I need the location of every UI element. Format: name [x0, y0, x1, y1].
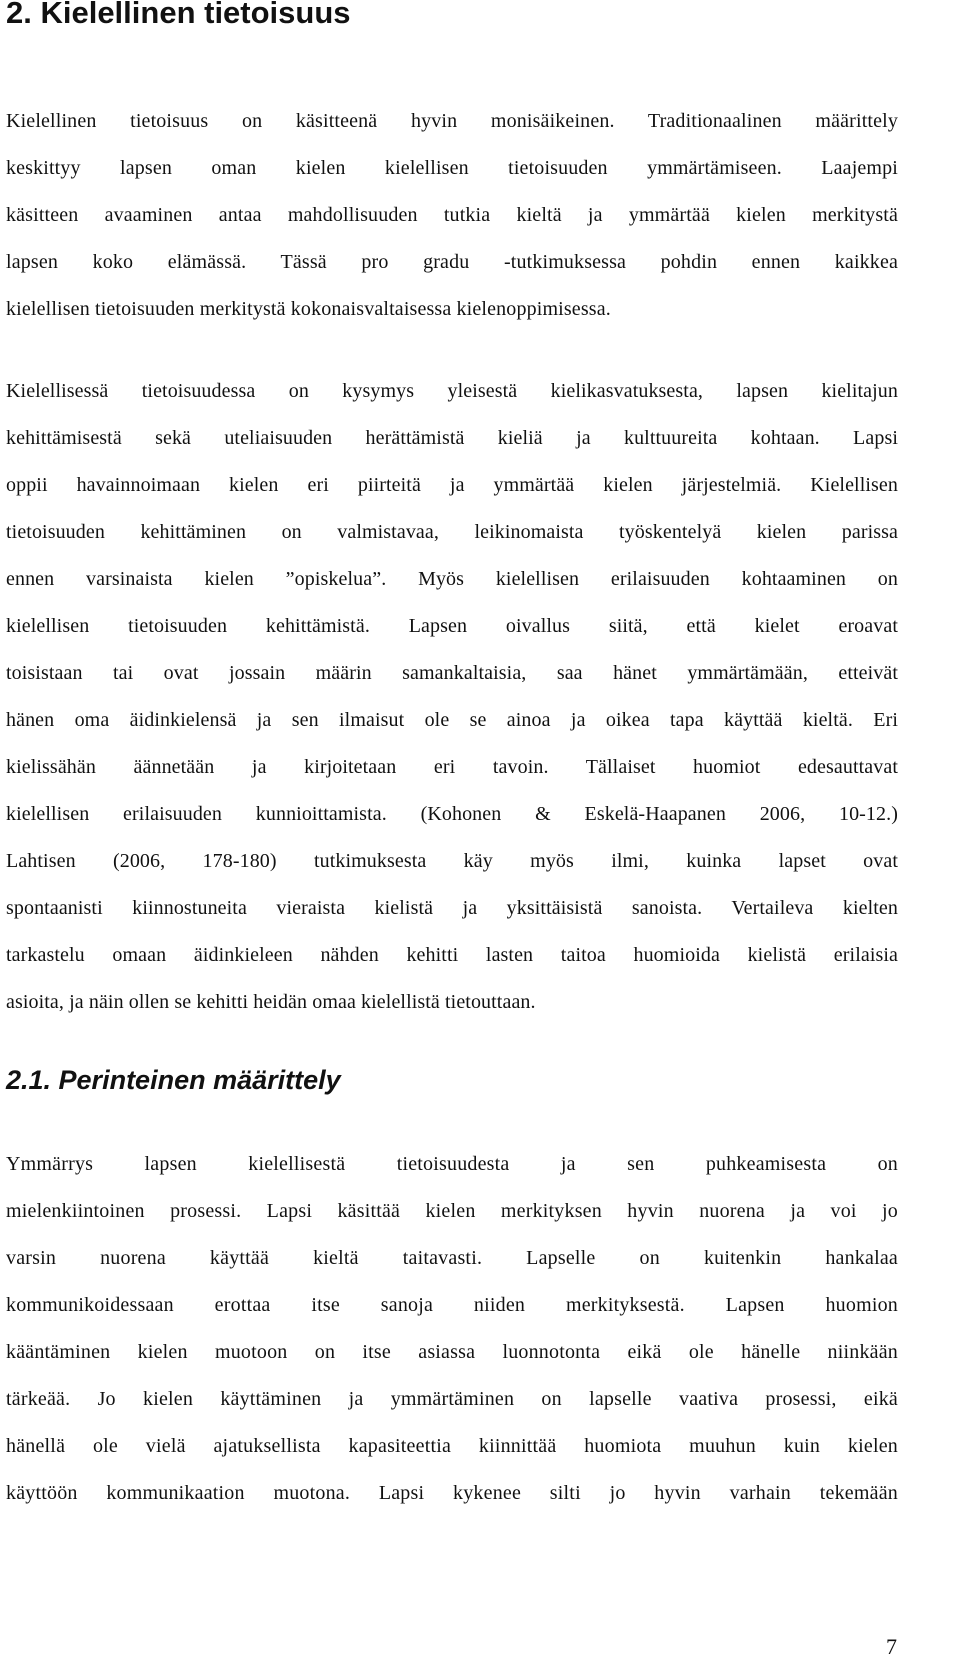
text-line: kielellisen erilaisuuden kunnioittamista. (Kohonen & Eskelä-Haapanen 2006, 10-12.)	[6, 803, 898, 825]
section-paragraph-2	[6, 368, 898, 1026]
text-line: varsin nuorena käyttää kieltä taitavasti. Lapselle on kuitenkin hankalaa	[6, 1247, 898, 1269]
text-line: mielenkiintoinen prosessi. Lapsi käsittää kielen merkityksen hyvin nuorena ja voi jo	[6, 1200, 898, 1222]
text-line: käsitteen avaaminen antaa mahdollisuuden tutkia kieltä ja ymmärtää kielen merkitystä	[6, 204, 898, 226]
text-line: asioita, ja näin ollen se kehitti heidän omaa kielellistä tietouttaan.	[6, 991, 536, 1013]
text-line: lapsen koko elämässä. Tässä pro gradu -tutkimuksessa pohdin ennen kaikkea	[6, 251, 898, 273]
text-line: oppii havainnoimaan kielen eri piirteitä ja ymmärtää kielen järjestelmiä. Kielellisen	[6, 474, 898, 496]
text-line: Kielellisessä tietoisuudessa on kysymys yleisestä kielikasvatuksesta, lapsen kielitajun	[6, 380, 898, 402]
text-line: kielissähän äännetään ja kirjoitetaan eri tavoin. Tällaiset huomiot edesauttavat	[6, 756, 898, 778]
text-line: kielellisen tietoisuuden kehittämistä. Lapsen oivallus siitä, että kielet eroavat	[6, 615, 898, 637]
text-line: spontaanisti kiinnostuneita vieraista kielistä ja yksittäisistä sanoista. Vertaileva kielten	[6, 897, 898, 919]
text-line: kielellisen tietoisuuden merkitystä kokonaisvaltaisessa kielenoppimisessa.	[6, 298, 611, 320]
text-line: kommunikoidessaan erottaa itse sanoja niiden merkityksestä. Lapsen huomion	[6, 1294, 898, 1316]
text-line: kehittämisestä sekä uteliaisuuden herättämistä kieliä ja kulttuureita kohtaan. Lapsi	[6, 427, 898, 449]
text-line: kääntäminen kielen muotoon on itse asiassa luonnotonta eikä ole hänelle niinkään	[6, 1341, 898, 1363]
section-paragraph-1	[6, 98, 898, 333]
text-line: Ymmärrys lapsen kielellisestä tietoisuudesta ja sen puhkeamisesta on	[6, 1153, 898, 1175]
subsection-paragraph-1	[6, 1141, 898, 1517]
text-line: Lahtisen (2006, 178-180) tutkimuksesta käy myös ilmi, kuinka lapset ovat	[6, 850, 898, 872]
text-line: keskittyy lapsen oman kielen kielellisen tietoisuuden ymmärtämiseen. Laajempi	[6, 157, 898, 179]
text-line: ennen varsinaista kielen ”opiskelua”. Myös kielellisen erilaisuuden kohtaaminen on	[6, 568, 898, 590]
text-line: tietoisuuden kehittäminen on valmistavaa, leikinomaista työskentelyä kielen parissa	[6, 521, 898, 543]
text-line: Kielellinen tietoisuus on käsitteenä hyvin monisäikeinen. Traditionaalinen määrittely	[6, 110, 898, 132]
section-heading: 2. Kielellinen tietoisuus	[6, 0, 351, 30]
text-line: hänen oma äidinkielensä ja sen ilmaisut ole se ainoa ja oikea tapa käyttää kieltä. Eri	[6, 709, 898, 731]
text-line: käyttöön kommunikaation muotona. Lapsi kykenee silti jo hyvin varhain tekemään	[6, 1482, 898, 1504]
page-number: 7	[886, 1634, 897, 1659]
subsection-heading: 2.1. Perinteinen määrittely	[6, 1065, 341, 1095]
text-line: hänellä ole vielä ajatuksellista kapasiteettia kiinnittää huomiota muuhun kuin kielen	[6, 1435, 898, 1457]
text-line: tarkastelu omaan äidinkieleen nähden kehitti lasten taitoa huomioida kielistä erilaisia	[6, 944, 898, 966]
text-line: tärkeää. Jo kielen käyttäminen ja ymmärtäminen on lapselle vaativa prosessi, eikä	[6, 1388, 898, 1410]
text-line: toisistaan tai ovat jossain määrin samankaltaisia, saa hänet ymmärtämään, etteivät	[6, 662, 898, 684]
